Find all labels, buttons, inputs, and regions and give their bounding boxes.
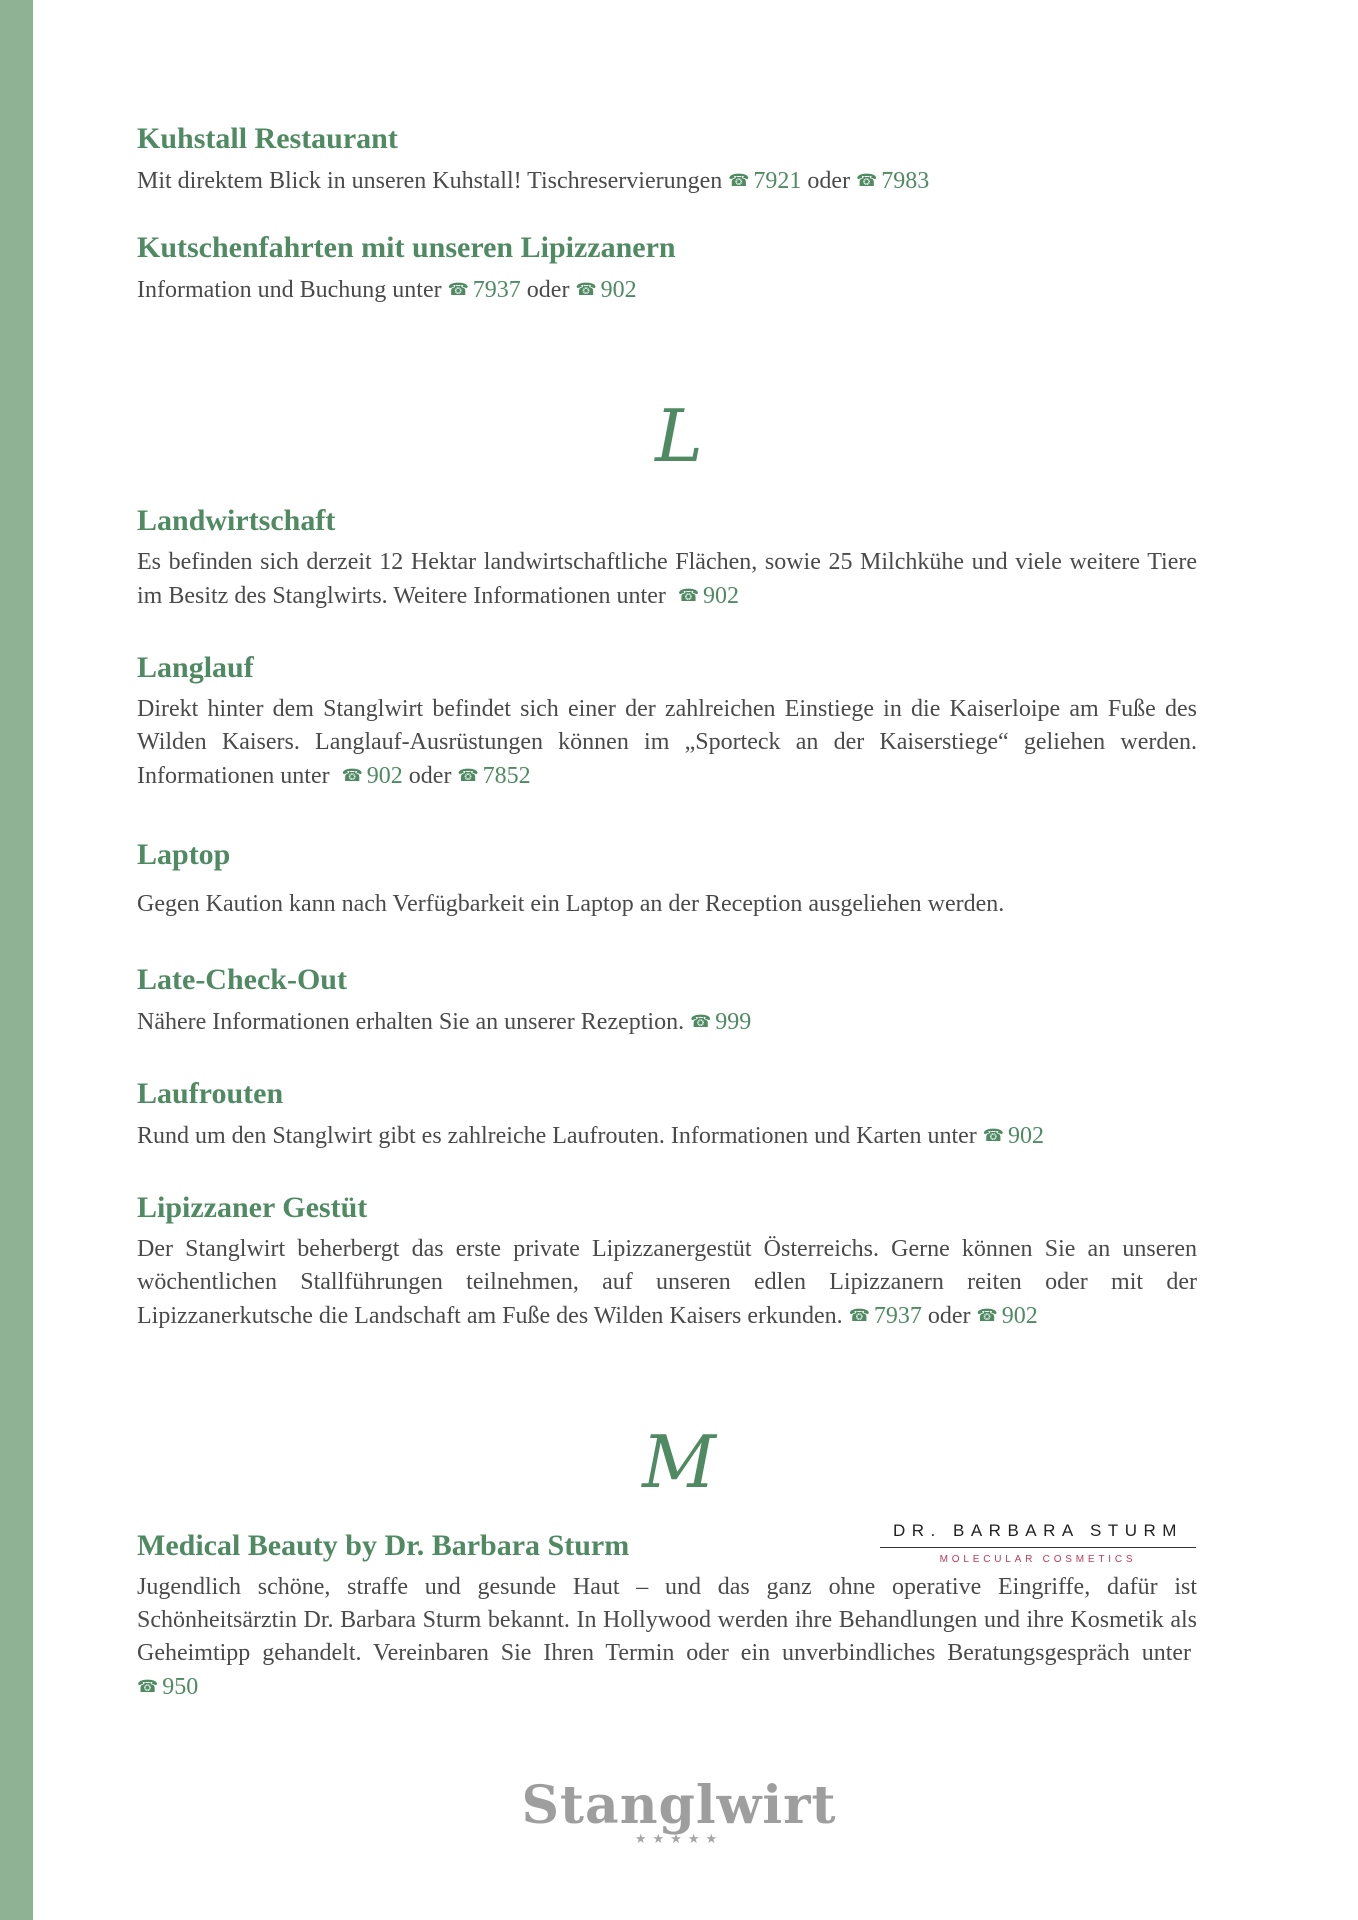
entry-text <box>137 1571 1197 1704</box>
entry-text <box>137 164 1197 198</box>
phone-digits: 902 <box>1007 1123 1044 1149</box>
phone-number[interactable] <box>137 1674 198 1700</box>
section-letter-m: M <box>642 1420 716 1504</box>
phone-icon: ☎ <box>137 1677 159 1696</box>
entry-body: Nähere Informationen erhalten Sie an unserer Rezeption. <box>137 1009 685 1035</box>
entry-text <box>137 546 1197 613</box>
phone-icon: ☎ <box>341 766 363 785</box>
phone-number[interactable] <box>849 1303 922 1329</box>
phone-number[interactable] <box>728 168 801 194</box>
entry-landwirtschaft <box>137 504 1197 613</box>
phone-digits: 999 <box>715 1009 752 1035</box>
entry-title: Laufrouten <box>137 1077 284 1110</box>
phone-digits: 7852 <box>482 763 531 789</box>
entry-title: Langlauf <box>137 651 254 684</box>
stanglwirt-stars: ★★★★★ <box>634 1832 724 1847</box>
phone-number[interactable] <box>690 1009 751 1035</box>
entry-title: Kuhstall Restaurant <box>137 122 398 155</box>
phone-number[interactable] <box>342 763 403 789</box>
sturm-logo-sub: MOLECULAR COSMETICS <box>939 1554 1137 1565</box>
entry-kuhstall-restaurant <box>137 122 1197 198</box>
entry-lipizzaner-gestuet <box>137 1191 1197 1333</box>
phone-digits: 902 <box>1001 1303 1038 1329</box>
entry-langlauf <box>137 651 1197 793</box>
phone-digits: 902 <box>366 763 403 789</box>
entry-body: Information und Buchung unter <box>137 277 442 303</box>
phone-digits: 902 <box>703 583 740 609</box>
phone-icon: ☎ <box>856 171 878 190</box>
entry-title: Laptop <box>137 838 231 871</box>
joiner: oder <box>408 763 452 789</box>
entry-kutschenfahrten <box>137 231 1197 307</box>
entry-body: Der Stanglwirt beherbergt das erste private Lipizzanergestüt Österreichs. Gerne können Sie an unseren wöchentlichen Stallführungen teilnehmen, auf unseren edlen Lipizzanern reiten oder mit der Lipizzanerkutsche die Landschaft am Fuße des Wilden Kaisers erkunden. <box>137 1236 1197 1329</box>
entry-body: Jugendlich schöne, straffe und gesunde Haut – und das ganz ohne operative Eingriffe, dafür ist Schönheitsärztin Dr. Barbara Sturm bekannt. In Hollywood werden ihre Behandlungen und ihre Kosmetik als Geheimtipp gehandelt. Vereinbaren Sie Ihren Termin oder ein unverbindliches Beratungsgespräch unter <box>137 1574 1197 1666</box>
entry-title: Landwirtschaft <box>137 504 336 537</box>
phone-number[interactable] <box>678 583 739 609</box>
stanglwirt-wordmark: Stanglwirt <box>521 1775 837 1836</box>
phone-icon: ☎ <box>976 1306 998 1325</box>
phone-number[interactable] <box>856 168 929 194</box>
barbara-sturm-logo <box>880 1521 1196 1565</box>
joiner: oder <box>807 168 851 194</box>
phone-digits: 7921 <box>753 168 802 194</box>
phone-icon: ☎ <box>690 1012 712 1031</box>
entry-title: Medical Beauty by Dr. Barbara Sturm <box>137 1529 630 1562</box>
entry-text <box>137 1005 1197 1039</box>
entry-laptop <box>137 838 1197 921</box>
entry-title: Lipizzaner Gestüt <box>137 1191 368 1224</box>
entry-body: Direkt hinter dem Stanglwirt befindet sich einer der zahlreichen Einstiege in die Kaiserloipe am Fuße des Wilden Kaisers. Langlauf-Ausrüstungen können im „Sporteck an der Kaiserstiege“ geliehen werden. Informationen unter <box>137 696 1197 789</box>
phone-icon: ☎ <box>728 171 750 190</box>
phone-icon: ☎ <box>447 280 469 299</box>
sturm-logo-brand: DR. BARBARA STURM <box>880 1521 1196 1548</box>
entry-laufrouten <box>137 1077 1197 1153</box>
phone-number[interactable] <box>983 1123 1044 1149</box>
phone-icon: ☎ <box>848 1306 870 1325</box>
phone-number[interactable] <box>977 1303 1038 1329</box>
entry-text <box>137 1233 1197 1333</box>
phone-digits: 902 <box>600 277 637 303</box>
phone-number[interactable] <box>575 277 636 303</box>
phone-icon: ☎ <box>457 766 479 785</box>
stanglwirt-logo <box>0 1775 1358 1847</box>
entry-title: Late-Check-Out <box>137 963 347 996</box>
side-bar <box>0 0 33 1920</box>
joiner: oder <box>927 1303 971 1329</box>
phone-icon: ☎ <box>677 586 700 605</box>
entry-body: Rund um den Stanglwirt gibt es zahlreiche Laufrouten. Informationen und Karten unter <box>137 1123 977 1149</box>
phone-icon: ☎ <box>982 1126 1004 1145</box>
entry-body: Mit direktem Blick in unseren Kuhstall! Tischreservierungen <box>137 168 723 194</box>
entry-text <box>137 1119 1197 1153</box>
entry-text <box>137 693 1197 793</box>
phone-number[interactable] <box>448 277 521 303</box>
entry-late-check-out <box>137 963 1197 1039</box>
entry-title: Kutschenfahrten mit unseren Lipizzanern <box>137 231 676 264</box>
entry-text <box>137 888 1197 921</box>
entry-body: Es befinden sich derzeit 12 Hektar landwirtschaftliche Flächen, sowie 25 Milchkühe und viele weitere Tiere im Besitz des Stanglwirts. Weitere Informationen unter <box>137 549 1197 609</box>
phone-digits: 7937 <box>873 1303 922 1329</box>
phone-digits: 7937 <box>472 277 521 303</box>
entry-text <box>137 273 1197 307</box>
phone-digits: 950 <box>162 1674 199 1700</box>
phone-icon: ☎ <box>575 280 597 299</box>
joiner: oder <box>526 277 570 303</box>
entry-body: Gegen Kaution kann nach Verfügbarkeit ein Laptop an der Reception ausgeliehen werden. <box>137 891 1005 917</box>
section-letter-l: L <box>655 394 703 478</box>
phone-number[interactable] <box>457 763 530 789</box>
phone-digits: 7983 <box>881 168 930 194</box>
